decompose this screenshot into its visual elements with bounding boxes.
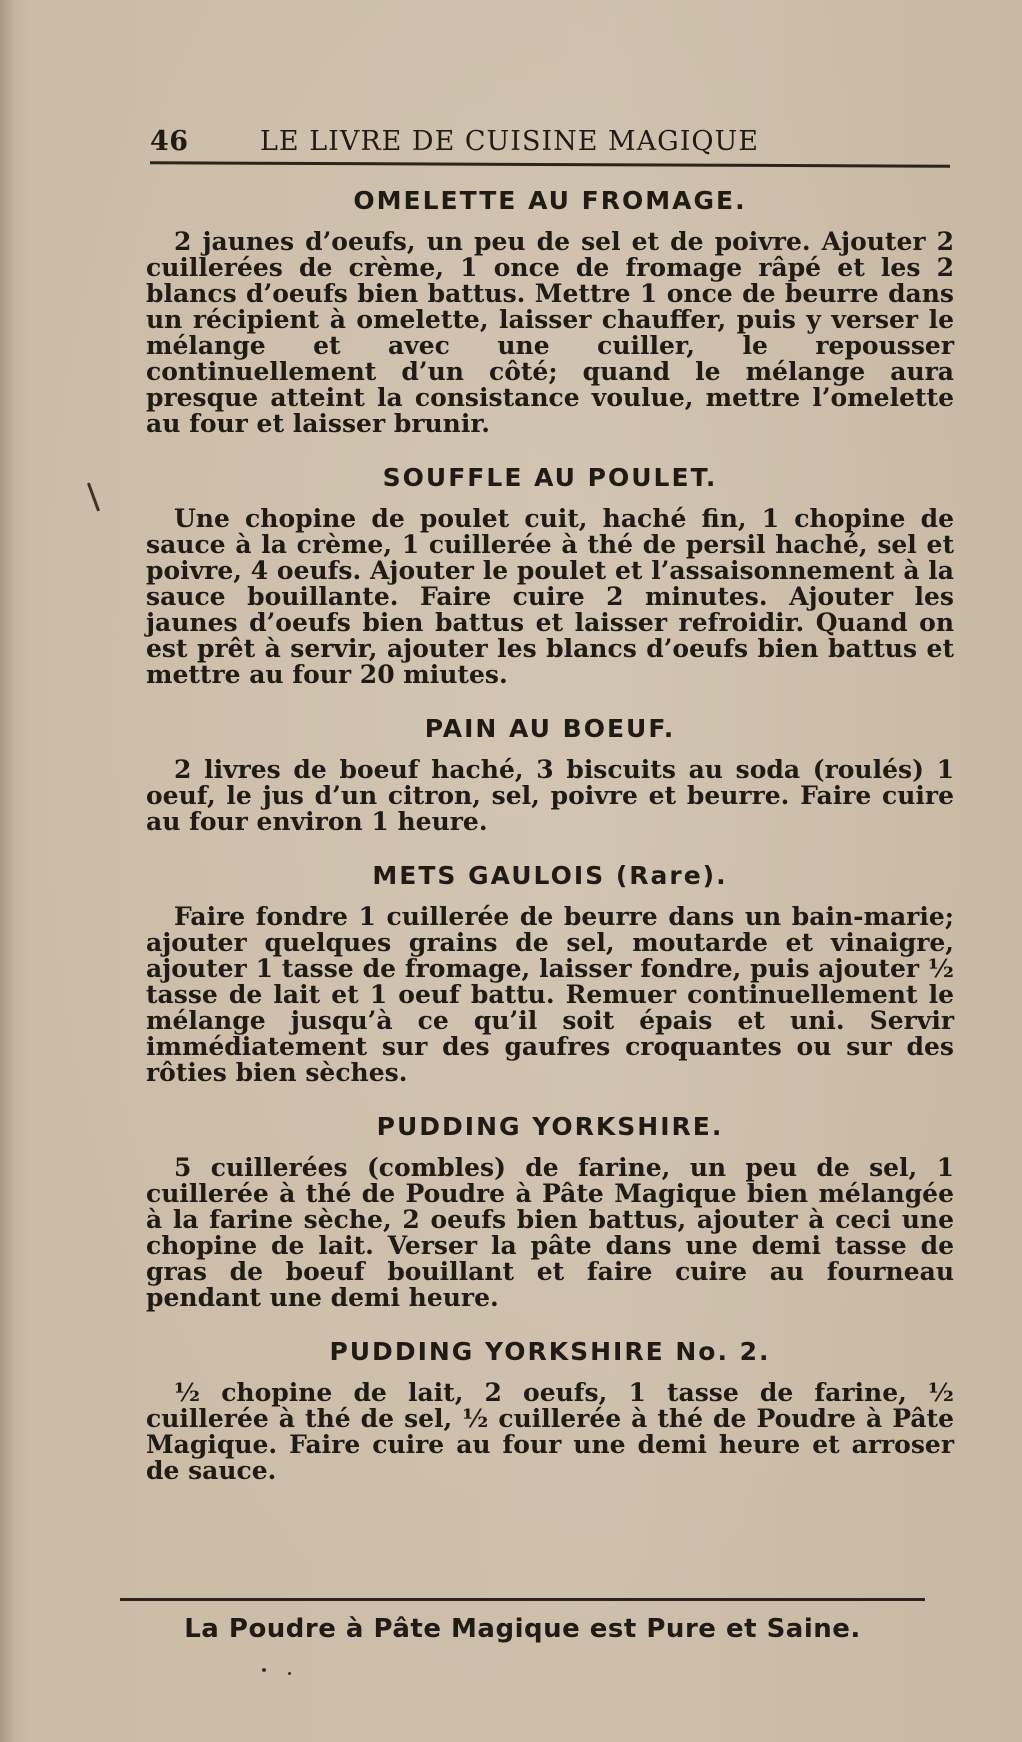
recipe-souffle-au-poulet: [146, 463, 954, 688]
recipe-pudding-yorkshire: [146, 1112, 954, 1311]
recipe-list: [146, 186, 954, 1510]
footer-rule: [120, 1598, 925, 1601]
recipe-title: SOUFFLE AU POULET.: [382, 463, 718, 492]
page-header: [150, 122, 950, 162]
page-number: 46: [150, 126, 189, 157]
recipe-omelette-au-fromage: [146, 186, 954, 437]
recipe-title: PUDDING YORKSHIRE.: [376, 1112, 724, 1141]
recipe-pudding-yorkshire-no-2: [146, 1337, 954, 1484]
recipe-body: 5 cuillerées (combles) de farine, un peu de sel, 1 cuillerée à thé de Poudre à Pâte Magique bien mélangée à la farine sèche, 2 oeufs bien battus, ajouter à ceci une chopine de lait. Verser la pâte dans une demi tasse de gras de boeuf bouillant et faire cuire au fourneau pendant une demi heure.: [146, 1153, 954, 1312]
recipe-title: PAIN AU BOEUF.: [424, 714, 676, 743]
recipe-body: 2 livres de boeuf haché, 3 biscuits au soda (roulés) 1 oeuf, le jus d’un citron, sel, poivre et beurre. Faire cuire au four environ 1 heure.: [146, 755, 954, 836]
recipe-title: PUDDING YORKSHIRE No. 2.: [329, 1337, 771, 1366]
recipe-body: ½ chopine de lait, 2 oeufs, 1 tasse de farine, ½ cuillerée à thé de sel, ½ cuillerée à thé de Poudre à Pâte Magique. Faire cuire au four une demi heure et arroser de sauce.: [146, 1378, 954, 1485]
recipe-body: Faire fondre 1 cuillerée de beurre dans un bain-marie; ajouter quelques grains de sel, moutarde et vinaigre, ajouter 1 tasse de fromage, laisser fondre, puis ajouter ½ tasse de lait et 1 oeuf battu. Remuer continuellement le mélange jusqu’à ce qu’il soit épais et uni. Servir immédiatement sur des gaufres croquantes ou sur des rôties bien sèches.: [146, 902, 954, 1087]
recipe-mets-gaulois: [146, 861, 954, 1086]
recipe-body: Une chopine de poulet cuit, haché fin, 1 chopine de sauce à la crème, 1 cuillerée à thé de persil haché, sel et poivre, 4 oeufs. Ajouter le poulet et l’assaisonnement à la sauce bouillante. Faire cuire 2 minutes. Ajouter les jaunes d’oeufs bien battus et laisser refroidir. Quand on est prêt à servir, ajouter les blancs d’oeufs bien battus et mettre au four 20 miutes.: [146, 504, 954, 689]
recipe-body: 2 jaunes d’oeufs, un peu de sel et de poivre. Ajouter 2 cuillerées de crème, 1 once de fromage râpé et les 2 blancs d’oeufs bien battus. Mettre 1 once de beurre dans un récipient à omelette, laisser chauffer, puis y verser le mélange et avec une cuiller, le repousser continuellement d’un côté; quand le mélange aura presque atteint la consistance voulue, mettre l’omelette au four et laisser brunir.: [146, 227, 954, 438]
footer-slogan: La Poudre à Pâte Magique est Pure et Saine.: [184, 1614, 861, 1644]
paper-speck: [87, 482, 100, 511]
recipe-title: OMELETTE AU FROMAGE.: [353, 186, 747, 215]
recipe-pain-au-boeuf: [146, 714, 954, 835]
running-title: LE LIVRE DE CUISINE MAGIQUE: [260, 126, 760, 157]
paper-speck: [288, 1672, 291, 1675]
recipe-title: METS GAULOIS (Rare).: [372, 861, 728, 890]
paper-speck: [262, 1668, 266, 1672]
header-rule: [150, 161, 950, 167]
page-left-edge: [0, 0, 14, 1742]
